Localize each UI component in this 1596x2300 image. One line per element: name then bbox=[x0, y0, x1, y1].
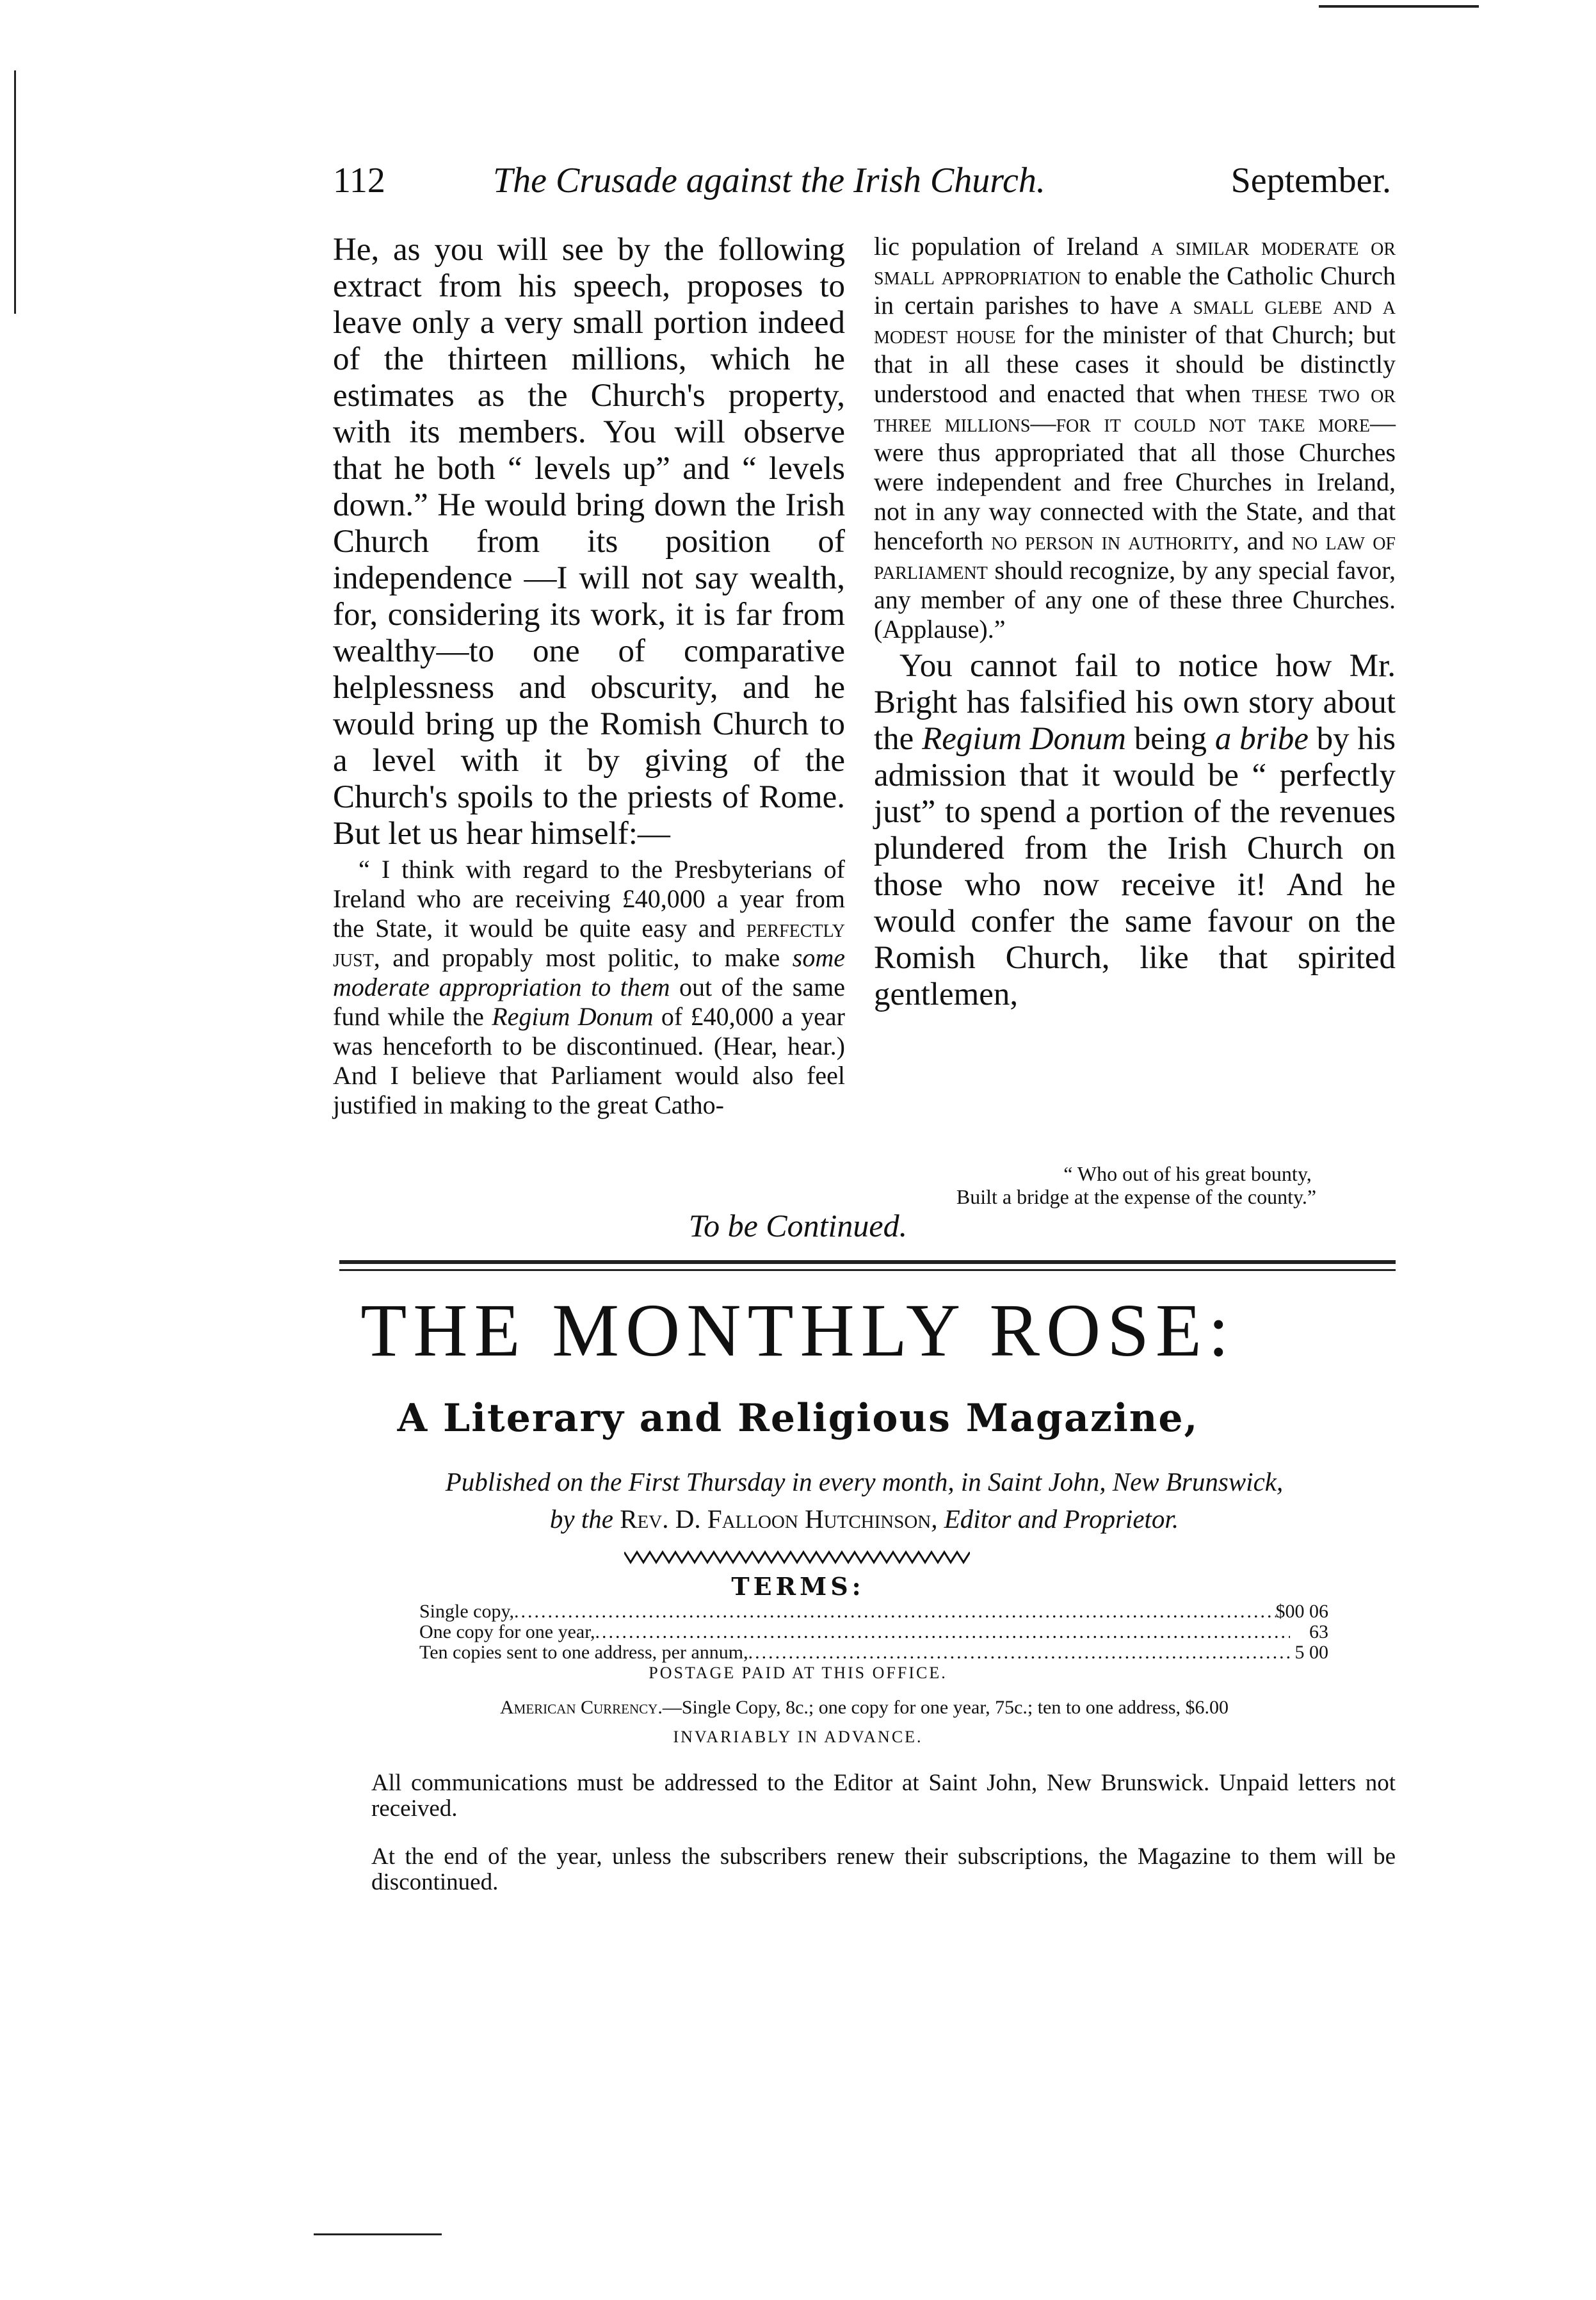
term-label: Single copy, bbox=[419, 1601, 515, 1622]
paragraph-text: by his admission that it would be “ perfectly just” to spend a portion of the revenues plundered from the Irish Church on those who now receive it! And he would confer the same favour on the Romish Church, like that spirited gentlemen, bbox=[874, 721, 1396, 1012]
quote-emphasis: no law of parliament bbox=[874, 526, 1396, 585]
quote-text: “ I think with regard to the Presbyterians of Ireland who are receiving £40,000 a year from the State, it would be quite easy and bbox=[333, 855, 845, 943]
magazine-title: THE MONTHLY ROSE: bbox=[360, 1288, 1236, 1372]
magazine-subtitle: A Literary and Religious Magazine, bbox=[397, 1396, 1199, 1441]
to-be-continued: To be Continued. bbox=[688, 1208, 908, 1243]
paragraph-italic: Regium Donum bbox=[922, 721, 1126, 757]
quote-text: —were thus appropriated that all those Churches were independent and free Churches in Ireland, not in any way connected with the State, and that henceforth bbox=[874, 409, 1396, 555]
term-row bbox=[419, 1642, 1328, 1664]
quote-emphasis: a similar moderate or small appropriation bbox=[874, 232, 1396, 290]
article-right-column bbox=[874, 232, 1396, 1013]
quote-text: out of the same fund while the bbox=[333, 973, 845, 1031]
publication-line bbox=[333, 1500, 1396, 1537]
editor-name: Rev. D. Falloon Hutchinson bbox=[620, 1504, 931, 1534]
wave-ornament bbox=[624, 1550, 970, 1565]
paragraph-text: You cannot fail to notice how Mr. Bright has falsified his own story about the bbox=[874, 648, 1396, 757]
quote-italic: Regium Donum bbox=[492, 1002, 654, 1031]
american-text: —Single Copy, 8c.; one copy for one year, 75c.; ten to one address, $6.00 bbox=[662, 1697, 1229, 1718]
section-divider bbox=[339, 1260, 1396, 1264]
quote-emphasis: a small glebe and a modest house bbox=[874, 291, 1396, 349]
term-amount: 5 00 bbox=[1294, 1642, 1328, 1663]
quote-text: should recognize, by any special favor, any member of any one of these three Churches. (Applause).” bbox=[874, 556, 1396, 644]
scan-corner-mark bbox=[1319, 5, 1479, 8]
publication-info bbox=[333, 1463, 1396, 1537]
leader-dots bbox=[514, 1601, 1275, 1623]
leader-dots bbox=[595, 1621, 1290, 1643]
term-amount: $00 06 bbox=[1275, 1601, 1328, 1622]
verse-line: Built a bridge at the expense of the county.” bbox=[956, 1185, 1317, 1208]
verse-line: “ Who out of his great bounty, bbox=[1063, 1162, 1312, 1185]
leader-dots bbox=[748, 1642, 1290, 1664]
paragraph-commentary bbox=[874, 648, 1396, 1013]
term-label: One copy for one year, bbox=[419, 1621, 595, 1642]
scan-margin-line bbox=[14, 70, 16, 314]
quote-emphasis: no person in authority bbox=[991, 526, 1233, 555]
paragraph-text: being bbox=[1125, 721, 1215, 757]
publication-text: by the bbox=[549, 1504, 620, 1534]
quote-text: , and bbox=[1232, 526, 1292, 555]
running-month: September. bbox=[1230, 161, 1391, 200]
quote-emphasis: perfectly just bbox=[333, 914, 845, 972]
page-number: 112 bbox=[333, 161, 385, 200]
article-left-column bbox=[333, 232, 845, 1120]
notice-renewal: At the end of the year, unless the subscribers renew their subscriptions, the Magazine to them will be discontinued. bbox=[371, 1843, 1396, 1895]
scan-bottom-line bbox=[314, 2233, 442, 2235]
american-currency-note bbox=[333, 1697, 1396, 1719]
quote-text: of £40,000 a year was henceforth to be discontinued. (Hear, hear.) And I believe that Parliament would also feel justified in making to the great Catho- bbox=[333, 1002, 845, 1119]
postage-note: POSTAGE PAID AT THIS OFFICE. bbox=[649, 1664, 947, 1682]
term-row bbox=[419, 1621, 1328, 1643]
term-row bbox=[419, 1601, 1328, 1623]
quote-bright-part2 bbox=[874, 232, 1396, 644]
publication-line: Published on the First Thursday in every month, in Saint John, New Brunswick, bbox=[445, 1467, 1284, 1496]
quote-text: to enable the Catholic Church in certain parishes to have bbox=[874, 261, 1396, 320]
paragraph-main: He, as you will see by the following extract from his speech, proposes to leave only a very small portion indeed of the thirteen millions, which he estimates as the Church's property, with its members. You will observe that he both “ levels up” and “ levels down.” He would bring down the Irish Church from its position of independence —I will not say wealth, for, considering its work, it is far from wealthy—to one of comparative helplessness and obscurity, and he would bring up the Romish Church to a level with it by giving of the Church's spoils to the priests of Rome. But let us hear himself:— bbox=[333, 232, 845, 852]
section-divider bbox=[339, 1269, 1396, 1271]
paragraph-italic: a bribe bbox=[1214, 721, 1309, 757]
quote-text: lic population of Ireland bbox=[874, 232, 1151, 261]
term-amount: 63 bbox=[1309, 1621, 1328, 1642]
running-title: The Crusade against the Irish Church. bbox=[493, 161, 1045, 200]
terms-heading: TERMS: bbox=[731, 1572, 865, 1601]
verse-quote bbox=[883, 1162, 1389, 1208]
term-label: Ten copies sent to one address, per annum, bbox=[419, 1642, 748, 1663]
quote-bright-part1 bbox=[333, 855, 845, 1120]
quote-text: for the minister of that Church; but that in all these cases it should be distinctly understood and enacted that when bbox=[874, 320, 1396, 408]
notice-communications: All communications must be addressed to the Editor at Saint John, New Brunswick. Unpaid letters not received. bbox=[371, 1770, 1396, 1822]
advance-note: INVARIABLY IN ADVANCE. bbox=[673, 1728, 923, 1746]
quote-italic: some moderate appropriation to them bbox=[333, 943, 845, 1001]
publication-text: , Editor and Proprietor. bbox=[931, 1504, 1179, 1534]
quote-text: , and propably most politic, to make bbox=[373, 943, 793, 972]
american-label: American Currency. bbox=[499, 1697, 663, 1718]
quote-emphasis: these two or three millions—for it could not take more bbox=[874, 379, 1396, 437]
